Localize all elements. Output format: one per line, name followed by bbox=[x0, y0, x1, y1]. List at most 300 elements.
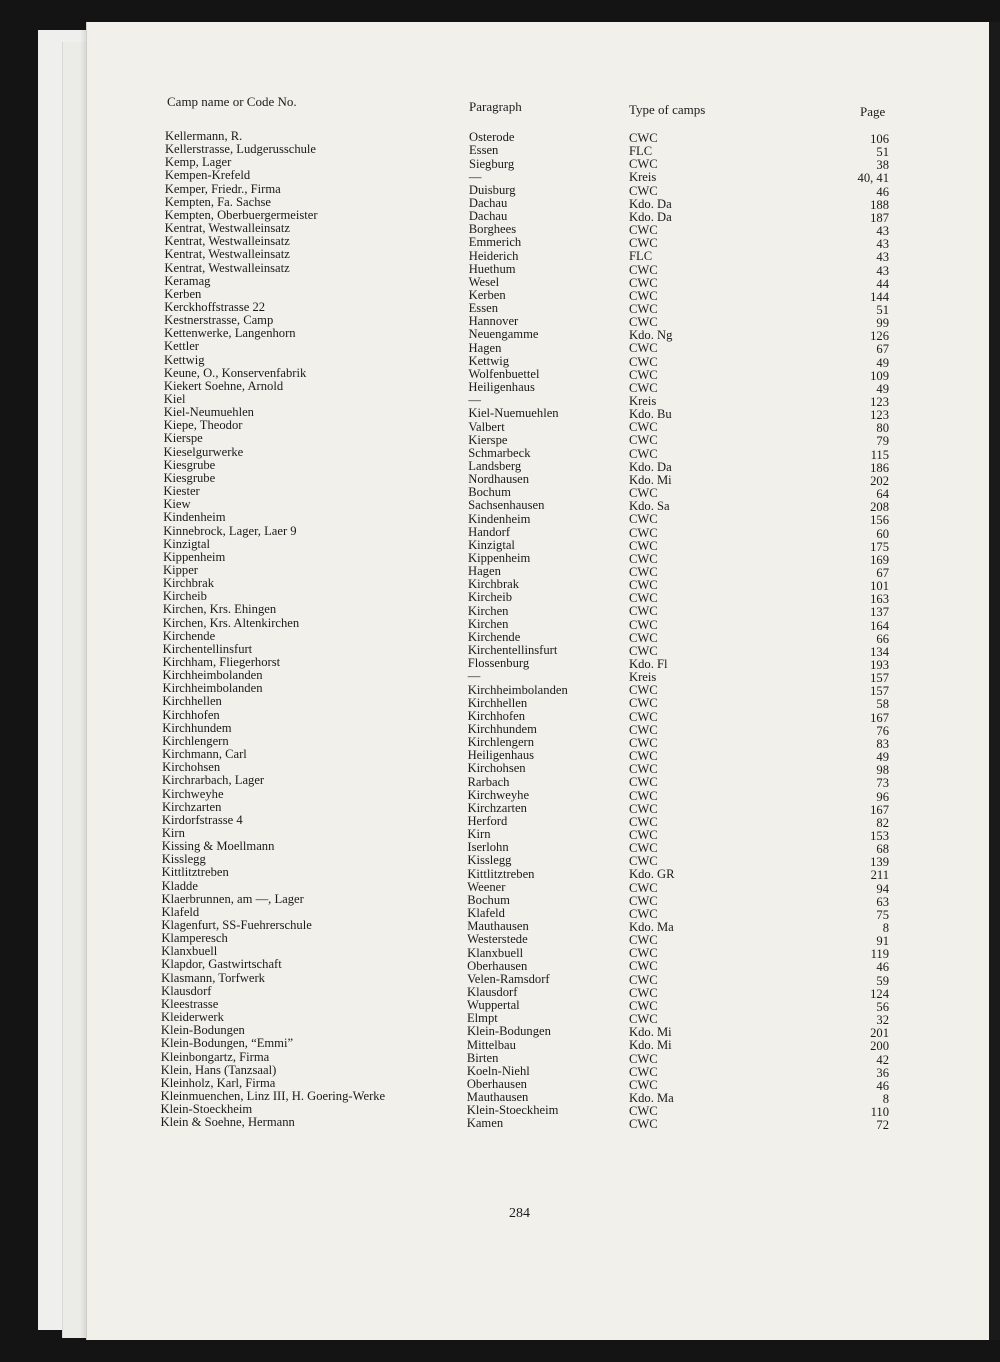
cell-page: 44 bbox=[876, 276, 889, 291]
cell-page: 98 bbox=[876, 763, 889, 778]
cell-paragraph: Kirchbrak bbox=[467, 577, 520, 592]
cell-page: 8 bbox=[882, 921, 889, 935]
cell-page: 49 bbox=[876, 381, 889, 396]
cell-page: 64 bbox=[876, 487, 889, 502]
cell-page: 43 bbox=[876, 224, 889, 239]
cell-name: Kleinbongartz, Firma bbox=[160, 1049, 270, 1064]
cell-name: Kentrat, Westwalleinsatz bbox=[164, 234, 290, 249]
cell-paragraph: Heiderich bbox=[468, 248, 519, 263]
cell-page: 76 bbox=[876, 723, 889, 738]
cell-name: Keune, O., Konservenfabrik bbox=[163, 365, 307, 380]
cell-paragraph: Kirchende bbox=[467, 629, 521, 644]
cell-paragraph: Emmerich bbox=[468, 235, 522, 250]
cell-page: 187 bbox=[870, 210, 889, 225]
cell-paragraph: Kinzigtal bbox=[468, 537, 515, 552]
cell-paragraph: Schmarbeck bbox=[468, 445, 531, 460]
cell-page: 167 bbox=[870, 802, 889, 817]
cell-type: CWC bbox=[629, 578, 658, 593]
cell-type: CWC bbox=[629, 1077, 658, 1092]
cell-paragraph: Mauthausen bbox=[466, 1090, 529, 1105]
cell-type: Kreis bbox=[629, 394, 657, 408]
cell-paragraph: Wolfenbuettel bbox=[468, 366, 540, 381]
cell-name: Kippenheim bbox=[163, 549, 226, 564]
cell-page: 134 bbox=[870, 644, 889, 659]
cell-paragraph: Valbert bbox=[468, 419, 505, 434]
cell-name: Kirchlengern bbox=[162, 733, 229, 748]
cell-name: Klagenfurt, SS-Fuehrerschule bbox=[161, 918, 312, 932]
cell-page: 80 bbox=[876, 421, 889, 436]
cell-paragraph: Neuengamme bbox=[468, 327, 539, 342]
cell-type: CWC bbox=[629, 972, 658, 987]
cell-page: 101 bbox=[870, 579, 889, 594]
cell-paragraph: Flossenburg bbox=[467, 656, 530, 671]
cell-name: Kiepe, Theodor bbox=[163, 418, 243, 433]
cell-paragraph: Sachsenhausen bbox=[468, 498, 545, 513]
cell-paragraph: — bbox=[468, 393, 481, 408]
cell-page: 67 bbox=[876, 565, 889, 580]
cell-page: 49 bbox=[876, 750, 889, 765]
cell-page: 58 bbox=[876, 697, 889, 712]
cell-name: Kiesgrube bbox=[163, 470, 216, 485]
cell-name: Kleinmuenchen, Linz III, H. Goering-Werke bbox=[160, 1088, 386, 1103]
cell-page: 43 bbox=[876, 263, 889, 278]
cell-type: CWC bbox=[629, 564, 658, 579]
cell-type: CWC bbox=[629, 223, 658, 238]
cell-page: 175 bbox=[870, 539, 889, 554]
cell-name: Kiesgrube bbox=[163, 457, 216, 472]
cell-page: 56 bbox=[876, 999, 889, 1014]
cell-type: CWC bbox=[629, 525, 658, 540]
cell-page: 59 bbox=[876, 973, 889, 988]
cell-page: 124 bbox=[870, 986, 889, 1001]
cell-page: 144 bbox=[870, 289, 889, 304]
cell-paragraph: Iserlohn bbox=[467, 840, 509, 855]
cell-type: CWC bbox=[629, 696, 658, 711]
cell-name: Kierspe bbox=[163, 431, 203, 446]
cell-page: 109 bbox=[870, 368, 889, 383]
cell-paragraph: Bochum bbox=[468, 485, 511, 500]
cell-name: Kerben bbox=[164, 286, 202, 301]
cell-paragraph: Klafeld bbox=[467, 906, 505, 921]
cell-paragraph: Dachau bbox=[468, 195, 508, 210]
cell-page: 67 bbox=[876, 342, 889, 357]
cell-page: 51 bbox=[876, 145, 889, 160]
cell-paragraph: Kirchweyhe bbox=[467, 787, 530, 802]
cell-page: 66 bbox=[876, 631, 889, 646]
cell-type: CWC bbox=[629, 827, 658, 842]
cell-paragraph: Hannover bbox=[468, 314, 519, 329]
cell-paragraph: Elmpt bbox=[466, 1011, 498, 1026]
cell-page: 123 bbox=[870, 395, 889, 409]
cell-type: CWC bbox=[629, 735, 658, 750]
cell-page: 36 bbox=[876, 1065, 889, 1080]
cell-paragraph: Weener bbox=[467, 879, 506, 894]
cell-type: CWC bbox=[629, 183, 658, 198]
cell-paragraph: Nordhausen bbox=[468, 472, 530, 487]
cell-type: CWC bbox=[629, 157, 658, 172]
cell-name: Kirchrarbach, Lager bbox=[162, 773, 265, 788]
cell-page: 91 bbox=[876, 934, 889, 949]
cell-paragraph: Borghees bbox=[468, 222, 517, 237]
cell-type: CWC bbox=[629, 301, 658, 316]
cell-type: CWC bbox=[629, 801, 658, 816]
cell-page: 51 bbox=[876, 302, 889, 317]
cell-name: Kissing & Moellmann bbox=[161, 839, 275, 854]
cell-type: CWC bbox=[629, 630, 658, 645]
cell-page: 188 bbox=[870, 197, 889, 212]
cell-type: CWC bbox=[629, 985, 658, 1000]
cell-page: 119 bbox=[870, 947, 889, 962]
cell-name: Klein & Soehne, Hermann bbox=[160, 1115, 295, 1130]
cell-name: Keramag bbox=[164, 273, 211, 288]
header-paragraph: Paragraph bbox=[469, 99, 522, 114]
cell-name: Kieselgurwerke bbox=[163, 444, 244, 459]
cell-page: 202 bbox=[870, 473, 889, 488]
cell-paragraph: Herford bbox=[467, 814, 508, 828]
cell-paragraph: Landsberg bbox=[468, 458, 522, 473]
cell-paragraph: Birten bbox=[466, 1050, 499, 1065]
cell-paragraph: Kippenheim bbox=[468, 551, 531, 565]
cell-type: CWC bbox=[629, 262, 658, 277]
cell-name: Klein-Stoeckheim bbox=[160, 1102, 253, 1117]
cell-name: Klaerbrunnen, am —, Lager bbox=[161, 891, 304, 906]
cell-name: Kentrat, Westwalleinsatz bbox=[164, 247, 290, 262]
cell-page: 163 bbox=[870, 592, 889, 607]
cell-name: Klasmann, Torfwerk bbox=[161, 970, 265, 985]
cell-type: CWC bbox=[629, 288, 658, 303]
cell-page: 126 bbox=[870, 329, 889, 344]
cell-page: 43 bbox=[876, 250, 889, 265]
cell-name: Kirchbrak bbox=[162, 576, 215, 591]
cell-name: Kinnebrock, Lager, Laer 9 bbox=[163, 523, 297, 538]
cell-name: Kirchen, Krs. Ehingen bbox=[162, 602, 277, 617]
cell-paragraph: Mittelbau bbox=[466, 1037, 516, 1052]
cell-type: CWC bbox=[629, 998, 658, 1013]
cell-type: CWC bbox=[629, 380, 658, 395]
cell-name: Kindenheim bbox=[163, 510, 226, 525]
cell-paragraph: Heiligenhaus bbox=[468, 380, 535, 395]
cell-page: 40, 41 bbox=[857, 171, 889, 186]
cell-paragraph: Kettwig bbox=[468, 353, 510, 368]
cell-page: 68 bbox=[876, 842, 889, 857]
cell-type: CWC bbox=[629, 841, 658, 856]
cell-page: 83 bbox=[876, 736, 889, 751]
cell-page: 156 bbox=[870, 513, 889, 528]
cell-name: Kirchohsen bbox=[162, 760, 221, 775]
cell-type: CWC bbox=[629, 722, 658, 737]
cell-name: Kerckhoffstrasse 22 bbox=[164, 299, 266, 314]
cell-paragraph: Wesel bbox=[468, 274, 500, 289]
cell-name: Klausdorf bbox=[161, 983, 212, 998]
cell-paragraph: Klausdorf bbox=[467, 984, 518, 999]
cell-name: Klanxbuell bbox=[161, 944, 218, 959]
cell-page: 38 bbox=[876, 158, 889, 173]
cell-name: Kirchham, Fliegerhorst bbox=[162, 655, 281, 669]
cell-paragraph: Osterode bbox=[469, 130, 515, 145]
cell-type: CWC bbox=[629, 814, 658, 829]
cell-type: CWC bbox=[629, 1051, 658, 1066]
cell-paragraph: Kirchentellinsfurt bbox=[467, 643, 558, 658]
cell-paragraph: Kirchhundem bbox=[467, 721, 537, 736]
cell-name: Kempen-Krefeld bbox=[164, 168, 251, 183]
header-camp-name: Camp name or Code No. bbox=[167, 94, 297, 109]
index-page bbox=[86, 22, 989, 1340]
cell-page: 46 bbox=[876, 960, 889, 975]
cell-page: 96 bbox=[876, 789, 889, 804]
cell-paragraph: Hagen bbox=[468, 564, 501, 579]
cell-paragraph: Kirchohsen bbox=[467, 761, 526, 776]
cell-name: Kisslegg bbox=[161, 852, 206, 867]
cell-name: Klapdor, Gastwirtschaft bbox=[161, 957, 282, 972]
cell-paragraph: Kamen bbox=[466, 1116, 504, 1131]
cell-type: CWC bbox=[629, 131, 658, 145]
cell-type: CWC bbox=[629, 617, 658, 632]
cell-paragraph: Rarbach bbox=[467, 774, 510, 789]
cell-type: CWC bbox=[629, 341, 658, 356]
cell-paragraph: Bochum bbox=[467, 892, 510, 907]
cell-type: CWC bbox=[629, 512, 658, 527]
header-page: Page bbox=[860, 104, 886, 119]
cell-type: Kdo. Da bbox=[629, 459, 672, 474]
cell-page: 211 bbox=[870, 868, 889, 883]
cell-page: 208 bbox=[870, 500, 889, 515]
cell-name: Kiew bbox=[163, 497, 191, 512]
cell-page: 201 bbox=[870, 1026, 889, 1041]
cell-name: Kellerstrasse, Ludgerusschule bbox=[164, 142, 317, 157]
cell-type: Kdo. Ng bbox=[629, 328, 673, 343]
cell-type: CWC bbox=[629, 880, 658, 895]
cell-name: Kirchen, Krs. Altenkirchen bbox=[162, 615, 300, 630]
cell-name: Kirchende bbox=[162, 628, 216, 643]
cell-page: 79 bbox=[876, 434, 889, 449]
cell-page: 193 bbox=[870, 658, 889, 672]
cell-name: Kentrat, Westwalleinsatz bbox=[164, 260, 290, 275]
cell-type: CWC bbox=[629, 1117, 658, 1132]
cell-type: CWC bbox=[629, 275, 658, 290]
cell-page: 99 bbox=[876, 316, 889, 331]
cell-name: Kempten, Fa. Sachse bbox=[164, 194, 272, 209]
cell-type: CWC bbox=[629, 946, 658, 961]
cell-name: Kladde bbox=[161, 878, 198, 893]
cell-page: 137 bbox=[870, 605, 889, 620]
cell-type: CWC bbox=[629, 433, 658, 448]
cell-page: 167 bbox=[870, 710, 889, 725]
cell-name: Klein-Bodungen bbox=[160, 1023, 245, 1038]
cell-type: Kdo. Da bbox=[629, 209, 672, 224]
cell-type: Kdo. Da bbox=[629, 196, 672, 211]
cell-type: Kdo. Bu bbox=[629, 407, 672, 422]
cell-name: Klamperesch bbox=[161, 931, 228, 946]
cell-type: CWC bbox=[629, 367, 658, 382]
cell-name: Kleiderwerk bbox=[160, 1010, 224, 1025]
cell-type: CWC bbox=[629, 709, 658, 724]
cell-name: Kleestrasse bbox=[161, 996, 219, 1011]
cell-page: 42 bbox=[876, 1052, 889, 1067]
cell-type: CWC bbox=[629, 538, 658, 553]
cell-page: 169 bbox=[870, 552, 889, 567]
cell-type: CWC bbox=[629, 933, 658, 948]
cell-paragraph: Kirchheimbolanden bbox=[467, 682, 568, 697]
cell-name: Klein, Hans (Tanzsaal) bbox=[160, 1062, 277, 1077]
cell-paragraph: Klein-Stoeckheim bbox=[466, 1103, 559, 1118]
cell-name: Kircheib bbox=[162, 589, 207, 604]
cell-name: Klein-Bodungen, “Emmi” bbox=[160, 1036, 294, 1051]
cell-name: Kirchheimbolanden bbox=[162, 681, 263, 696]
cell-paragraph: Kirchen bbox=[467, 616, 509, 631]
cell-type: FLC bbox=[629, 144, 653, 159]
cell-name: Kiel bbox=[163, 392, 186, 406]
cell-name: Kirchzarten bbox=[161, 799, 222, 814]
cell-name: Kentrat, Westwalleinsatz bbox=[164, 221, 290, 236]
cell-page: 139 bbox=[870, 855, 889, 870]
cell-type: CWC bbox=[629, 486, 658, 501]
cell-paragraph: Kirchhofen bbox=[467, 708, 526, 723]
cell-type: Kdo. Mi bbox=[629, 1038, 672, 1053]
cell-page: 186 bbox=[870, 460, 889, 475]
cell-paragraph: Kiel-Nuemuehlen bbox=[468, 406, 559, 421]
cell-name: Kirchweyhe bbox=[162, 786, 224, 801]
cell-paragraph: Dachau bbox=[468, 209, 508, 224]
cell-name: Kettenwerke, Langenhorn bbox=[164, 326, 296, 341]
cell-paragraph: Siegburg bbox=[468, 156, 515, 171]
cell-name: Kirchmann, Carl bbox=[162, 747, 247, 762]
cell-type: CWC bbox=[629, 1012, 658, 1027]
cell-page: 46 bbox=[876, 184, 889, 199]
cell-type: Kdo. Mi bbox=[629, 1025, 672, 1040]
cell-name: Kirn bbox=[161, 825, 185, 840]
cell-paragraph: Kirchzarten bbox=[467, 800, 527, 815]
cell-page: 164 bbox=[870, 618, 889, 633]
cell-name: Kipper bbox=[163, 562, 198, 577]
cell-page: 73 bbox=[876, 776, 889, 791]
cell-type: CWC bbox=[629, 420, 658, 435]
cell-paragraph: Kirn bbox=[467, 827, 491, 842]
cell-type: CWC bbox=[629, 315, 658, 330]
cell-paragraph: Kierspe bbox=[468, 432, 508, 447]
cell-type: CWC bbox=[629, 236, 658, 251]
cell-name: Kestnerstrasse, Camp bbox=[164, 313, 274, 328]
cell-name: Kiekert Soehne, Arnold bbox=[163, 378, 284, 393]
scan-edge bbox=[989, 22, 1000, 1340]
cell-type: CWC bbox=[629, 1104, 658, 1119]
cell-type: Kreis bbox=[629, 170, 657, 185]
cell-type: CWC bbox=[629, 906, 658, 921]
cell-page: 60 bbox=[876, 526, 889, 541]
cell-name: Kittlitztreben bbox=[161, 865, 229, 880]
cell-paragraph: Klanxbuell bbox=[467, 945, 524, 960]
cell-paragraph: Hagen bbox=[468, 340, 502, 355]
cell-page: 110 bbox=[870, 1105, 889, 1120]
cell-paragraph: Kisslegg bbox=[467, 853, 512, 868]
cell-page: 72 bbox=[876, 1118, 889, 1133]
cell-paragraph: Kircheib bbox=[467, 590, 512, 605]
cell-type: CWC bbox=[629, 643, 658, 658]
cell-paragraph: Kindenheim bbox=[468, 511, 531, 526]
cell-name: Kiel-Neumuehlen bbox=[163, 405, 254, 420]
cell-type: CWC bbox=[629, 893, 658, 908]
cell-type: CWC bbox=[629, 749, 658, 764]
cell-paragraph: Huethum bbox=[468, 261, 516, 276]
cell-name: Kirdorfstrasse 4 bbox=[161, 812, 243, 827]
cell-name: Kempten, Oberbuergermeister bbox=[164, 207, 318, 222]
cell-type: CWC bbox=[629, 591, 658, 606]
cell-type: CWC bbox=[629, 854, 658, 869]
page-number: 284 bbox=[509, 1206, 530, 1221]
cell-paragraph: Handorf bbox=[468, 524, 511, 539]
cell-name: Kirchhellen bbox=[162, 694, 222, 709]
cell-page: 82 bbox=[876, 815, 889, 830]
cell-paragraph: — bbox=[468, 169, 482, 184]
cell-type: Kdo. Ma bbox=[629, 1090, 674, 1105]
cell-name: Kettwig bbox=[163, 352, 205, 367]
cell-page: 8 bbox=[882, 1091, 889, 1106]
cell-page: 46 bbox=[876, 1078, 889, 1093]
cell-paragraph: Kirchlengern bbox=[467, 735, 535, 750]
cell-page: 106 bbox=[870, 132, 889, 146]
cell-page: 94 bbox=[876, 881, 889, 896]
cell-name: Kettler bbox=[164, 339, 199, 354]
cell-page: 63 bbox=[876, 894, 889, 909]
cell-page: 123 bbox=[870, 408, 889, 423]
cell-name: Kellermann, R. bbox=[165, 129, 243, 143]
cell-page: 153 bbox=[870, 828, 889, 843]
cell-type: CWC bbox=[629, 788, 658, 803]
cell-type: Kdo. Mi bbox=[629, 472, 672, 487]
cell-paragraph: Kittlitztreben bbox=[467, 866, 535, 881]
cell-page: 200 bbox=[870, 1039, 889, 1054]
cell-type: Kdo. Sa bbox=[629, 499, 670, 514]
cell-name: Kemper, Friedr., Firma bbox=[164, 181, 281, 196]
cell-type: Kdo. Ma bbox=[629, 920, 674, 934]
cell-name: Kirchhofen bbox=[162, 707, 220, 722]
cell-page: 157 bbox=[870, 671, 889, 686]
cell-page: 49 bbox=[876, 355, 889, 370]
cell-type: CWC bbox=[629, 446, 658, 461]
header-type-of-camps: Type of camps bbox=[629, 102, 706, 117]
cell-name: Kirchentellinsfurt bbox=[162, 641, 253, 656]
cell-paragraph: Wuppertal bbox=[467, 998, 520, 1013]
cell-paragraph: Kirchen bbox=[467, 603, 509, 618]
cell-paragraph: Klein-Bodungen bbox=[466, 1024, 551, 1039]
cell-type: CWC bbox=[629, 959, 658, 974]
cell-paragraph: Westerstede bbox=[467, 932, 528, 947]
cell-type: Kdo. GR bbox=[629, 867, 675, 882]
cell-type: Kdo. Fl bbox=[629, 657, 668, 671]
cell-type: CWC bbox=[629, 762, 658, 777]
cell-type: CWC bbox=[629, 604, 658, 619]
cell-page: 115 bbox=[870, 447, 889, 462]
cell-paragraph: Oberhausen bbox=[467, 958, 528, 973]
cell-type: Kreis bbox=[629, 670, 657, 685]
cell-paragraph: Essen bbox=[468, 143, 499, 158]
cell-type: CWC bbox=[629, 683, 658, 698]
cell-page: 32 bbox=[876, 1013, 889, 1028]
cell-type: CWC bbox=[629, 551, 658, 566]
cell-name: Kirchhundem bbox=[162, 720, 232, 735]
cell-name: Kiester bbox=[163, 484, 200, 499]
cell-type: FLC bbox=[629, 249, 653, 264]
cell-paragraph: Kirchhellen bbox=[467, 695, 528, 710]
cell-paragraph: — bbox=[467, 669, 481, 684]
cell-name: Kemp, Lager bbox=[164, 155, 232, 170]
cell-page: 157 bbox=[870, 684, 889, 699]
cell-name: Kirchheimbolanden bbox=[162, 668, 263, 683]
cell-paragraph: Heiligenhaus bbox=[467, 748, 535, 763]
cell-paragraph: Kerben bbox=[468, 288, 506, 302]
cell-page: 43 bbox=[876, 237, 889, 252]
cell-type: CWC bbox=[629, 1064, 658, 1079]
cell-type: CWC bbox=[629, 354, 658, 369]
